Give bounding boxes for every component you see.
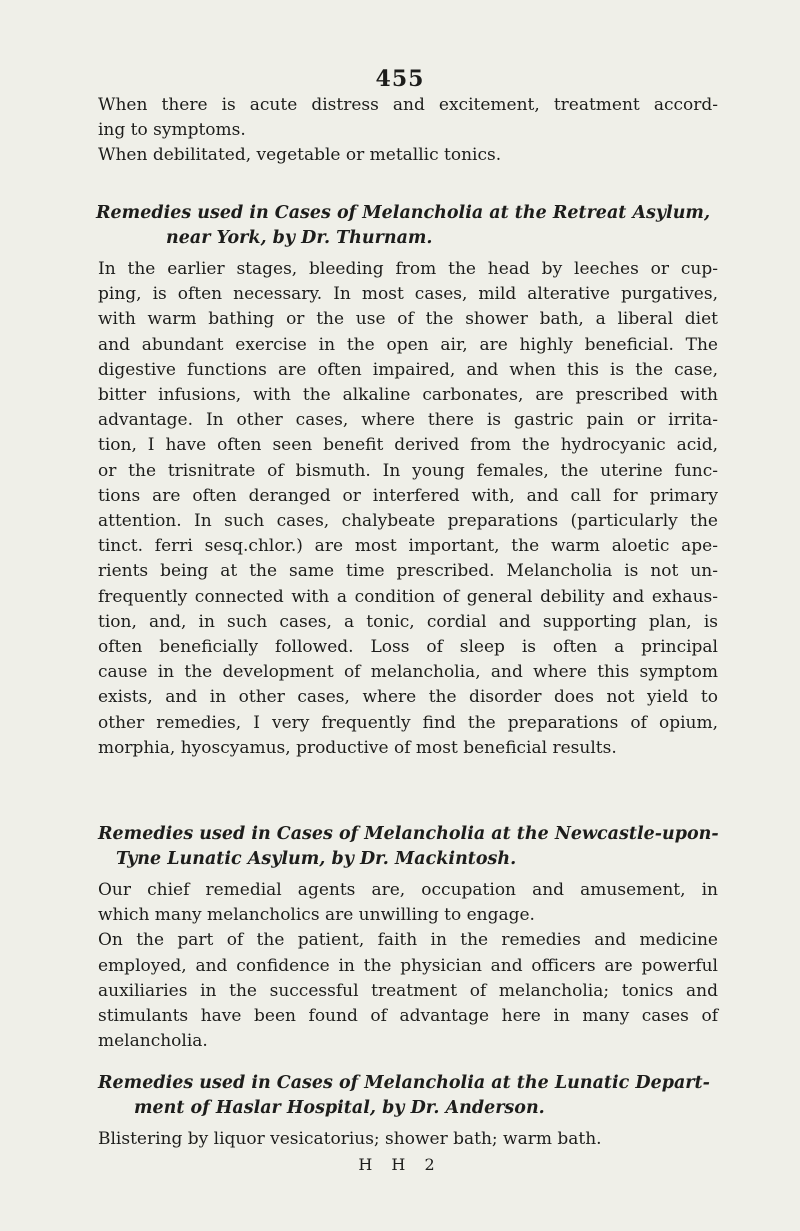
page-number: 455: [375, 66, 425, 92]
text-line: with warm bathing or the use of the shower bath, a liberal diet: [98, 309, 718, 330]
section-heading: Tyne Lunatic Asylum, by Dr. Mackintosh.: [116, 849, 517, 869]
text-line: digestive functions are often impaired, and when this is the case,: [98, 359, 718, 380]
section-haslar-hospital: [98, 1071, 718, 1152]
text-line: ping, is often necessary. In most cases, mild alterative purgatives,: [98, 284, 718, 305]
intro-paragraph: [98, 93, 718, 169]
section-heading: Remedies used in Cases of Melancholia at the Retreat Asylum,: [96, 203, 711, 223]
text-line: advantage. In other cases, where there is gastric pain or irrita-: [98, 410, 718, 431]
text-line: exists, and in other cases, where the disorder does not yield to: [98, 687, 718, 708]
text-line: melancholia.: [98, 1031, 208, 1052]
text-line: tions are often deranged or interfered with, and call for primary: [98, 485, 718, 506]
section-heading: near York, by Dr. Thurnam.: [166, 228, 433, 248]
section-heading: Remedies used in Cases of Melancholia at the Newcastle-upon-: [98, 824, 719, 844]
text-line: bitter infusions, with the alkaline carbonates, are prescribed with: [98, 385, 718, 406]
text-line: On the part of the patient, faith in the remedies and medicine: [98, 930, 718, 951]
text-line: In the earlier stages, bleeding from the head by leeches or cup-: [98, 259, 718, 279]
text-line: When there is acute distress and excitement, treatment accord-: [98, 95, 718, 115]
text-line: other remedies, I very frequently find the preparations of opium,: [98, 712, 718, 733]
signature-mark: H H 2: [358, 1155, 442, 1174]
text-line: or the trisnitrate of bismuth. In young females, the uterine func-: [98, 460, 718, 481]
text-line: frequently connected with a condition of general debility and exhaus-: [98, 586, 718, 607]
text-line: cause in the development of melancholia, and where this symptom: [98, 662, 718, 683]
section-newcastle-asylum: [98, 822, 718, 1054]
text-line: tion, I have often seen benefit derived from the hydrocyanic acid,: [98, 435, 718, 456]
text-line: Blistering by liquor vesicatorius; shower bath; warm bath.: [98, 1129, 602, 1149]
text-line: employed, and confidence in the physician and officers are powerful: [98, 955, 718, 976]
text-line: ing to symptoms.: [98, 120, 246, 141]
text-line: which many melancholics are unwilling to engage.: [98, 905, 535, 926]
section-heading: Remedies used in Cases of Melancholia at the Lunatic Depart-: [98, 1073, 710, 1093]
text-line: When debilitated, vegetable or metallic tonics.: [98, 145, 502, 166]
section-retreat-asylum: [98, 201, 718, 761]
text-line: stimulants have been found of advantage here in many cases of: [98, 1006, 718, 1027]
text-line: tion, and, in such cases, a tonic, cordial and supporting plan, is: [98, 611, 718, 632]
text-line: tinct. ferri sesq.chlor.) are most important, the warm aloetic ape-: [98, 536, 718, 557]
text-line: rients being at the same time prescribed. Melancholia is not un-: [98, 561, 718, 582]
section-heading: ment of Haslar Hospital, by Dr. Anderson.: [134, 1098, 545, 1118]
text-line: and abundant exercise in the open air, are highly beneficial. The: [98, 334, 718, 355]
text-line: Our chief remedial agents are, occupation and amusement, in: [98, 880, 718, 900]
text-line: often beneficially followed. Loss of sleep is often a principal: [98, 637, 718, 658]
text-line: auxiliaries in the successful treatment of melancholia; tonics and: [98, 980, 718, 1001]
text-line: attention. In such cases, chalybeate preparations (particularly the: [98, 511, 718, 532]
text-line: morphia, hyoscyamus, productive of most beneficial results.: [98, 737, 617, 758]
